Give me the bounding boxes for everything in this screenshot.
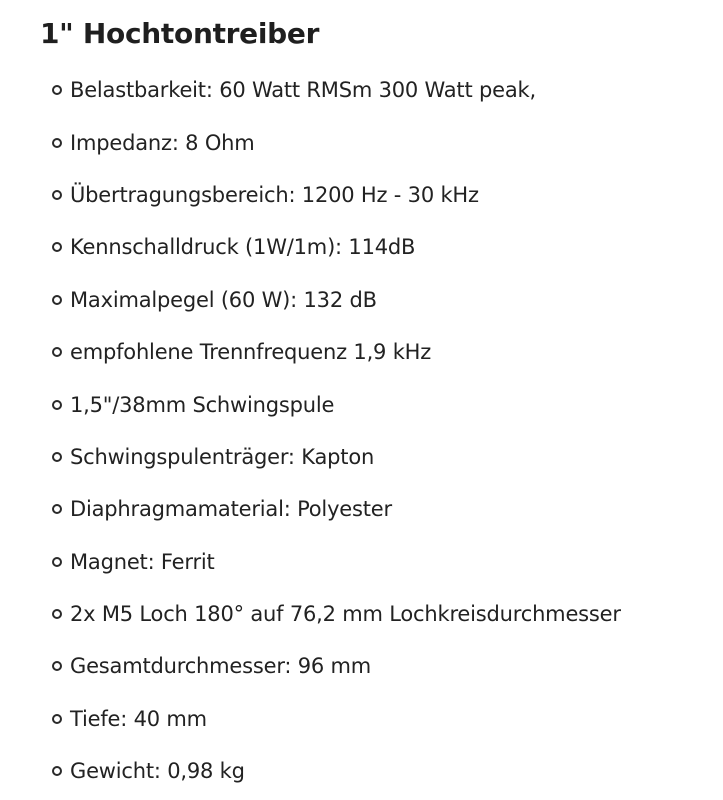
bullet-circle-icon [52, 347, 62, 357]
spec-text: empfohlene Trennfrequenz 1,9 kHz [70, 340, 432, 365]
bullet-circle-icon [52, 242, 62, 252]
spec-text: 2x M5 Loch 180° auf 76,2 mm Lochkreisdurchmesser [70, 602, 621, 627]
list-item [0, 116, 723, 168]
list-item [0, 483, 723, 535]
spec-text: Gesamtdurchmesser: 96 mm [70, 654, 372, 679]
bullet-circle-icon [52, 661, 62, 671]
bullet-circle-icon [52, 714, 62, 724]
spec-text: Belastbarkeit: 60 Watt RMSm 300 Watt peak, [70, 78, 536, 103]
bullet-circle-icon [52, 504, 62, 514]
spec-text: Magnet: Ferrit [70, 549, 215, 574]
list-item [0, 221, 723, 273]
spec-text: Schwingspulenträger: Kapton [70, 444, 375, 469]
bullet-circle-icon [52, 557, 62, 567]
section-heading: 1" Hochtontreiber [40, 17, 320, 50]
list-item [0, 588, 723, 640]
bullet-circle-icon [52, 85, 62, 95]
bullet-circle-icon [52, 138, 62, 148]
spec-text: Maximalpegel (60 W): 132 dB [70, 287, 377, 312]
spec-text: Gewicht: 0,98 kg [70, 759, 245, 784]
list-item [0, 169, 723, 221]
spec-text: Kennschalldruck (1W/1m): 114dB [70, 235, 416, 260]
bullet-circle-icon [52, 609, 62, 619]
spec-text: Tiefe: 40 mm [70, 706, 207, 731]
bullet-circle-icon [52, 295, 62, 305]
spec-text: Impedanz: 8 Ohm [70, 130, 255, 155]
bullet-circle-icon [52, 452, 62, 462]
list-item [0, 326, 723, 378]
list-item [0, 378, 723, 430]
spec-text: 1,5"/38mm Schwingspule [70, 392, 335, 417]
list-item [0, 536, 723, 588]
spec-list [0, 64, 723, 797]
list-item [0, 640, 723, 692]
list-item [0, 64, 723, 116]
bullet-circle-icon [52, 766, 62, 776]
list-item [0, 274, 723, 326]
spec-text: Übertragungsbereich: 1200 Hz - 30 kHz [70, 182, 479, 207]
spec-text: Diaphragmamaterial: Polyester [70, 497, 392, 522]
bullet-circle-icon [52, 400, 62, 410]
list-item [0, 745, 723, 797]
list-item [0, 693, 723, 745]
list-item [0, 431, 723, 483]
bullet-circle-icon [52, 190, 62, 200]
